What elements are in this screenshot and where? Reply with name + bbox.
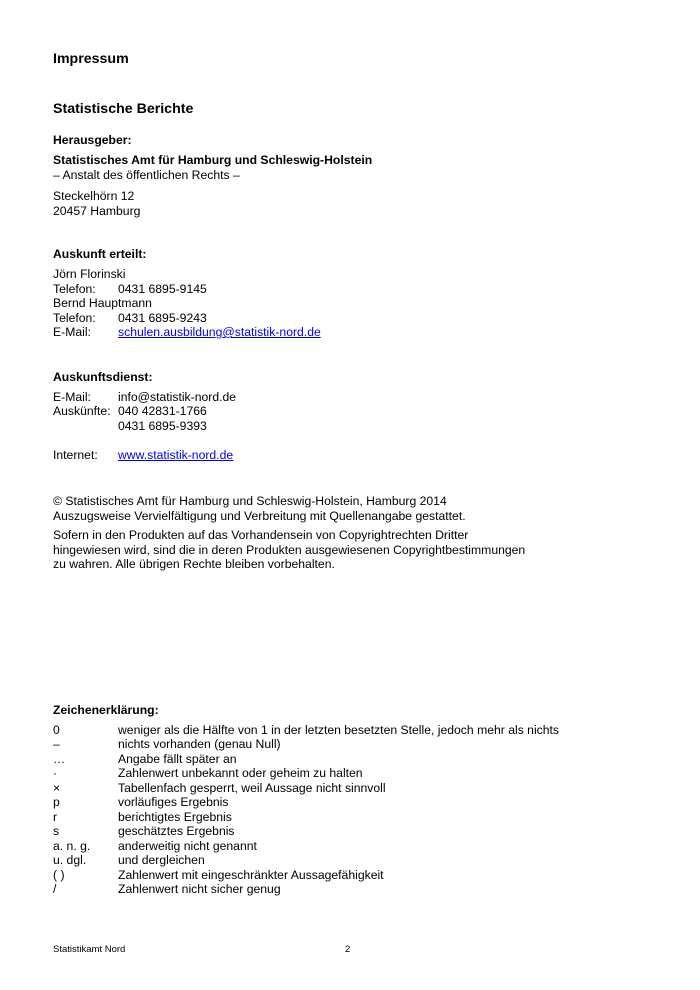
legend-meaning: Zahlenwert unbekannt oder geheim zu halten bbox=[118, 766, 363, 780]
report-series-title: Statistische Berichte bbox=[53, 101, 194, 117]
legend-symbol: · bbox=[53, 766, 58, 780]
legend-meaning: geschätztes Ergebnis bbox=[118, 824, 235, 838]
page-title: Impressum bbox=[53, 51, 129, 67]
contact-phone-1: 0431 6895-9145 bbox=[118, 282, 207, 296]
service-internet-label: Internet: bbox=[53, 448, 98, 462]
legend-symbol: – bbox=[53, 737, 60, 751]
service-info-phone-1: 040 42831-1766 bbox=[118, 404, 207, 418]
publisher-street: Steckelhörn 12 bbox=[53, 189, 135, 203]
footer-publisher: Statistikamt Nord bbox=[53, 944, 126, 955]
legend-meaning: Angabe fällt später an bbox=[118, 752, 237, 766]
service-info-phone-2: 0431 6895-9393 bbox=[118, 419, 207, 433]
legend-symbol: / bbox=[53, 882, 57, 896]
legend-meaning: Tabellenfach gesperrt, weil Aussage nicht sinnvoll bbox=[118, 781, 386, 795]
publisher-label: Herausgeber: bbox=[53, 133, 132, 147]
service-internet-link[interactable]: www.statistik-nord.de bbox=[118, 448, 234, 462]
legend-symbol: × bbox=[53, 781, 61, 795]
legend-meaning: vorläufiges Ergebnis bbox=[118, 795, 229, 809]
contact-person-2: Bernd Hauptmann bbox=[53, 296, 152, 310]
legend-meaning: Zahlenwert nicht sicher genug bbox=[118, 882, 281, 896]
legend-meaning: und dergleichen bbox=[118, 853, 205, 867]
copyright-paragraph-line-1: Sofern in den Produkten auf das Vorhandensein von Copyrightrechten Dritter bbox=[53, 528, 469, 542]
legend-meaning: nichts vorhanden (genau Null) bbox=[118, 737, 281, 751]
contact-email-link[interactable]: schulen.ausbildung@statistik-nord.de bbox=[118, 325, 321, 339]
contact-label: Auskunft erteilt: bbox=[53, 247, 147, 261]
legend-symbol: ( ) bbox=[53, 868, 65, 882]
contact-phone-label-1: Telefon: bbox=[53, 282, 96, 296]
legend-symbol: u. dgl. bbox=[53, 853, 87, 867]
service-email: info@statistik-nord.de bbox=[118, 390, 237, 404]
copyright-line-2: Auszugsweise Vervielfältigung und Verbreitung mit Quellenangabe gestattet. bbox=[53, 509, 466, 523]
legend-symbol: s bbox=[53, 824, 60, 838]
legend-symbol: p bbox=[53, 795, 60, 809]
service-label: Auskunftsdienst: bbox=[53, 370, 153, 384]
legend-symbol: … bbox=[53, 752, 66, 766]
legend-symbol: a. n. g. bbox=[53, 839, 91, 853]
copyright-paragraph-line-3: zu wahren. Alle übrigen Rechte bleiben vorbehalten. bbox=[53, 557, 335, 571]
legend-symbol: r bbox=[53, 810, 58, 824]
contact-phone-2: 0431 6895-9243 bbox=[118, 311, 207, 325]
legend-symbol: 0 bbox=[53, 723, 60, 737]
service-email-label: E-Mail: bbox=[53, 390, 91, 404]
legend-meaning: berichtigtes Ergebnis bbox=[118, 810, 232, 824]
publisher-legal-form: – Anstalt des öffentlichen Rechts – bbox=[53, 168, 240, 182]
copyright-line-1: © Statistisches Amt für Hamburg und Schleswig-Holstein, Hamburg 2014 bbox=[53, 494, 447, 508]
contact-person-1: Jörn Florinski bbox=[53, 267, 126, 281]
publisher-name: Statistisches Amt für Hamburg und Schleswig-Holstein bbox=[53, 153, 373, 167]
legend-meaning: weniger als die Hälfte von 1 in der letzten besetzten Stelle, jedoch mehr als nichts bbox=[118, 723, 560, 737]
publisher-city: 20457 Hamburg bbox=[53, 204, 141, 218]
contact-phone-label-2: Telefon: bbox=[53, 311, 96, 325]
legend-title: Zeichenerklärung: bbox=[53, 703, 159, 717]
contact-email-label: E-Mail: bbox=[53, 325, 91, 339]
service-info-label: Auskünfte: bbox=[53, 404, 111, 418]
copyright-paragraph-line-2: hingewiesen wird, sind die in deren Produkten ausgewiesenen Copyrightbestimmungen bbox=[53, 543, 526, 557]
legend-meaning: anderweitig nicht genannt bbox=[118, 839, 257, 853]
legend-meaning: Zahlenwert mit eingeschränkter Aussagefähigkeit bbox=[118, 868, 384, 882]
page-number: 2 bbox=[345, 944, 351, 955]
